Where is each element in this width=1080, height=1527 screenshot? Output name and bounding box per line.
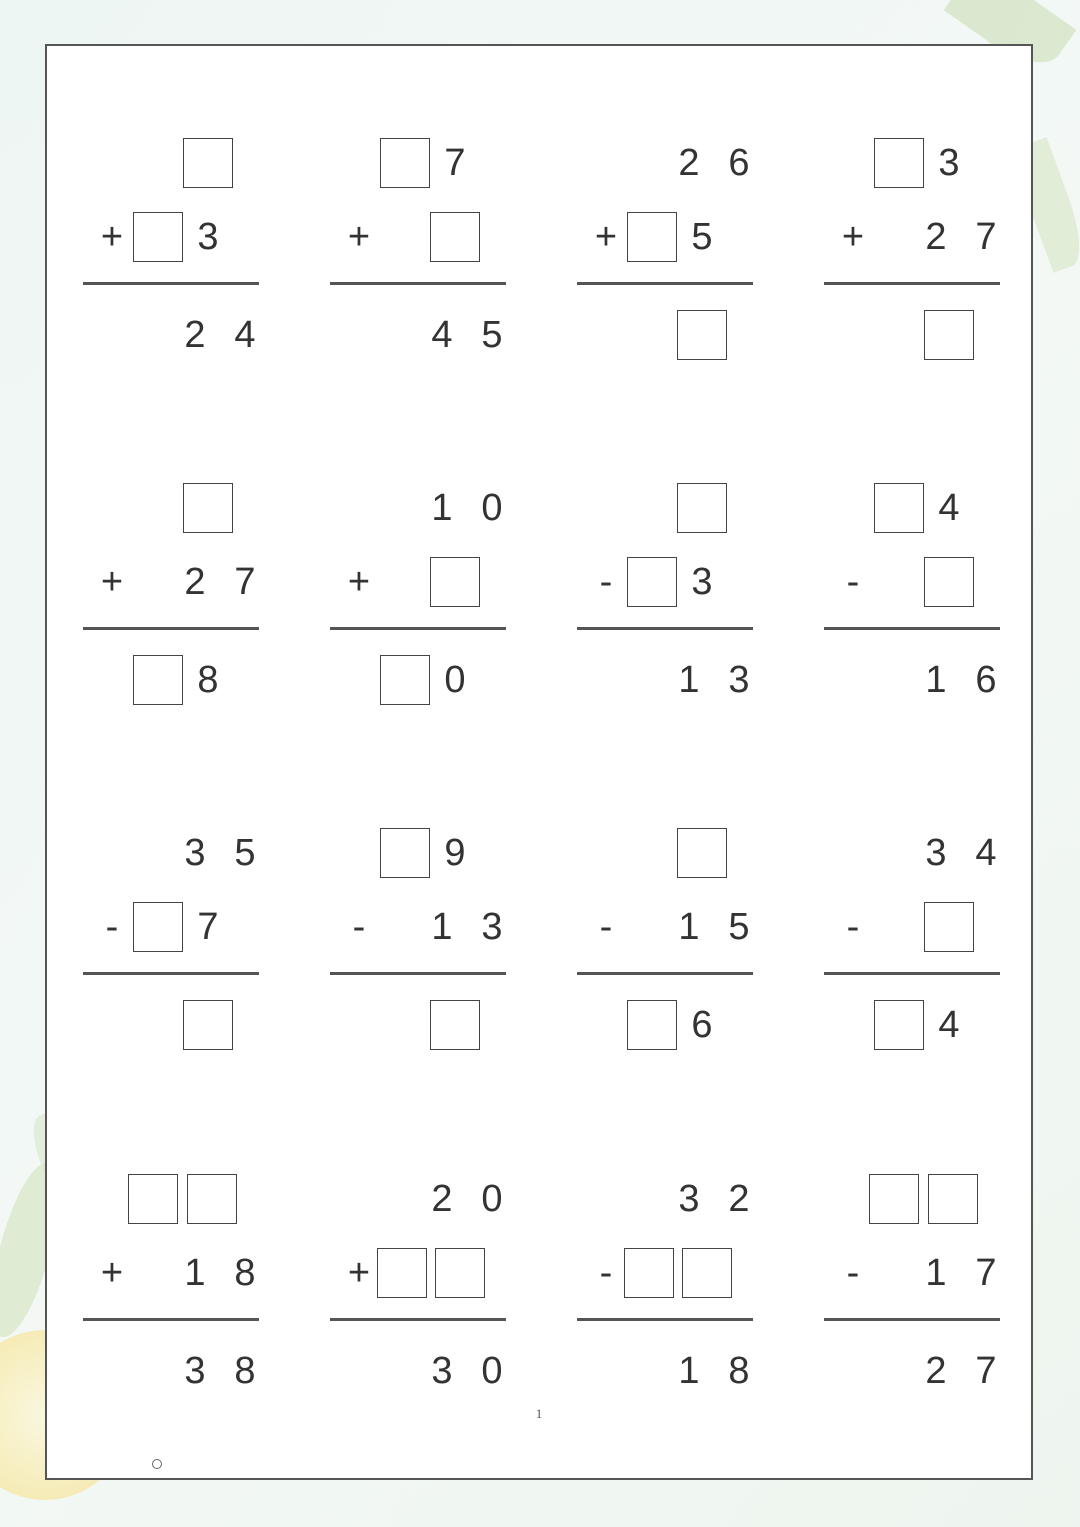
answer-box[interactable]: [435, 1248, 485, 1298]
result-number: [83, 310, 259, 360]
digit: 3: [184, 1350, 206, 1392]
digit: 0: [481, 1178, 503, 1220]
digit: 7: [975, 1252, 997, 1294]
answer-line: [330, 282, 506, 285]
plus-sign: +: [841, 216, 865, 258]
bottom-number: [330, 212, 506, 262]
answer-box[interactable]: [183, 138, 233, 188]
answer-line: [330, 972, 506, 975]
digit: 6: [728, 142, 750, 184]
answer-line: [824, 1318, 1000, 1321]
digit: 4: [938, 1004, 960, 1046]
plus-sign: +: [347, 561, 371, 603]
digit: 8: [234, 1350, 256, 1392]
digit: 1: [431, 906, 453, 948]
minus-sign: -: [599, 1252, 613, 1294]
result-number: [824, 1000, 1000, 1050]
bottom-number: [83, 212, 259, 262]
result-number: [330, 1346, 506, 1396]
answer-box[interactable]: [430, 557, 480, 607]
result-number: [83, 1346, 259, 1396]
plus-sign: +: [594, 216, 618, 258]
digit: 7: [444, 142, 466, 184]
answer-box[interactable]: [133, 212, 183, 262]
answer-line: [330, 1318, 506, 1321]
answer-line: [577, 282, 753, 285]
bottom-number: [577, 902, 753, 952]
top-number: [577, 828, 753, 878]
arithmetic-problem: [577, 138, 753, 398]
result-number: [577, 310, 753, 360]
answer-box[interactable]: [133, 655, 183, 705]
answer-box[interactable]: [380, 655, 430, 705]
answer-box[interactable]: [183, 483, 233, 533]
bottom-number: [83, 557, 259, 607]
digit: 1: [925, 1252, 947, 1294]
digit: 1: [678, 1350, 700, 1392]
bottom-number: [824, 212, 1000, 262]
digit: 5: [691, 216, 713, 258]
bottom-number: [83, 902, 259, 952]
plus-sign: +: [347, 216, 371, 258]
answer-line: [330, 627, 506, 630]
answer-line: [83, 1318, 259, 1321]
bottom-number: [577, 212, 753, 262]
answer-box[interactable]: [874, 483, 924, 533]
answer-line: [83, 972, 259, 975]
answer-box[interactable]: [627, 1000, 677, 1050]
bottom-number: [83, 1248, 259, 1298]
top-number: [577, 483, 753, 533]
digit: 8: [234, 1252, 256, 1294]
result-number: [83, 655, 259, 705]
digit: 5: [728, 906, 750, 948]
result-number: [577, 655, 753, 705]
arithmetic-problem: [824, 483, 1000, 743]
answer-box[interactable]: [924, 557, 974, 607]
answer-box[interactable]: [133, 902, 183, 952]
arithmetic-problem: [83, 1174, 259, 1434]
answer-box[interactable]: [924, 902, 974, 952]
digit: 6: [975, 659, 997, 701]
answer-box[interactable]: [627, 212, 677, 262]
digit: 0: [481, 1350, 503, 1392]
top-number: [577, 138, 753, 188]
digit: 4: [431, 314, 453, 356]
worksheet-page: [45, 44, 1033, 1480]
digit: 8: [728, 1350, 750, 1392]
digit: 2: [184, 314, 206, 356]
minus-sign: -: [352, 906, 366, 948]
top-number: [330, 1174, 506, 1224]
answer-line: [83, 627, 259, 630]
result-number: [330, 310, 506, 360]
minus-sign: -: [846, 561, 860, 603]
answer-box[interactable]: [183, 1000, 233, 1050]
answer-box[interactable]: [677, 310, 727, 360]
answer-box[interactable]: [682, 1248, 732, 1298]
digit: 6: [691, 1004, 713, 1046]
answer-line: [824, 282, 1000, 285]
digit: 2: [728, 1178, 750, 1220]
digit: 4: [938, 487, 960, 529]
answer-box[interactable]: [128, 1174, 178, 1224]
digit: 3: [184, 832, 206, 874]
answer-box[interactable]: [430, 1000, 480, 1050]
digit: 1: [678, 659, 700, 701]
result-number: [577, 1346, 753, 1396]
digit: 1: [925, 659, 947, 701]
digit: 3: [481, 906, 503, 948]
minus-sign: -: [846, 1252, 860, 1294]
bottom-number: [824, 902, 1000, 952]
answer-box[interactable]: [874, 1000, 924, 1050]
answer-line: [577, 627, 753, 630]
answer-line: [824, 627, 1000, 630]
top-number: [824, 828, 1000, 878]
minus-sign: -: [599, 561, 613, 603]
plus-sign: +: [100, 216, 124, 258]
top-number: [824, 1174, 1000, 1224]
top-number: [83, 138, 259, 188]
bottom-number: [330, 557, 506, 607]
top-number: [83, 483, 259, 533]
arithmetic-problem: [577, 1174, 753, 1434]
arithmetic-problem: [824, 828, 1000, 1088]
answer-box[interactable]: [624, 1248, 674, 1298]
bottom-number: [577, 557, 753, 607]
answer-box[interactable]: [677, 828, 727, 878]
digit: 3: [925, 832, 947, 874]
bottom-number: [577, 1248, 753, 1298]
top-number: [824, 483, 1000, 533]
result-number: [330, 655, 506, 705]
digit: 4: [234, 314, 256, 356]
digit: 2: [678, 142, 700, 184]
digit: 1: [678, 906, 700, 948]
digit: 7: [975, 216, 997, 258]
result-number: [824, 1346, 1000, 1396]
bottom-number: [330, 902, 506, 952]
answer-box[interactable]: [869, 1174, 919, 1224]
top-number: [330, 828, 506, 878]
minus-sign: -: [105, 906, 119, 948]
digit: 2: [925, 1350, 947, 1392]
minus-sign: -: [846, 906, 860, 948]
digit: 7: [975, 1350, 997, 1392]
top-number: [824, 138, 1000, 188]
answer-box[interactable]: [187, 1174, 237, 1224]
digit: 8: [197, 659, 219, 701]
digit: 3: [197, 216, 219, 258]
bottom-number: [824, 557, 1000, 607]
digit: 1: [184, 1252, 206, 1294]
answer-box[interactable]: [627, 557, 677, 607]
plus-sign: +: [100, 561, 124, 603]
digit: 5: [234, 832, 256, 874]
bottom-number: [330, 1248, 506, 1298]
answer-line: [577, 1318, 753, 1321]
top-number: [330, 138, 506, 188]
digit: 3: [691, 561, 713, 603]
answer-box[interactable]: [677, 483, 727, 533]
arithmetic-problem: [824, 138, 1000, 398]
digit: 2: [925, 216, 947, 258]
result-number: [83, 1000, 259, 1050]
arithmetic-problem: [83, 483, 259, 743]
arithmetic-problem: [577, 828, 753, 1088]
answer-box[interactable]: [380, 828, 430, 878]
arithmetic-problem: [83, 138, 259, 398]
answer-box[interactable]: [928, 1174, 978, 1224]
digit: 7: [234, 561, 256, 603]
digit: 2: [184, 561, 206, 603]
arithmetic-problem: [577, 483, 753, 743]
top-number: [330, 483, 506, 533]
arithmetic-problem: [824, 1174, 1000, 1434]
arithmetic-problem: [330, 1174, 506, 1434]
digit: 3: [938, 142, 960, 184]
top-number: [83, 1174, 259, 1224]
answer-box[interactable]: [874, 138, 924, 188]
digit: 9: [444, 832, 466, 874]
minus-sign: -: [599, 906, 613, 948]
arithmetic-problem: [330, 138, 506, 398]
result-number: [330, 1000, 506, 1050]
arithmetic-problem: [83, 828, 259, 1088]
plus-sign: +: [347, 1252, 371, 1294]
result-number: [824, 655, 1000, 705]
arithmetic-problem: [330, 483, 506, 743]
digit: 4: [975, 832, 997, 874]
top-number: [83, 828, 259, 878]
answer-box[interactable]: [380, 138, 430, 188]
result-number: [577, 1000, 753, 1050]
answer-box[interactable]: [924, 310, 974, 360]
answer-box[interactable]: [430, 212, 480, 262]
top-number: [577, 1174, 753, 1224]
result-number: [824, 310, 1000, 360]
digit: 0: [444, 659, 466, 701]
digit: 5: [481, 314, 503, 356]
page-number: 1: [535, 1406, 543, 1421]
answer-box[interactable]: [377, 1248, 427, 1298]
digit: 2: [431, 1178, 453, 1220]
digit: 3: [678, 1178, 700, 1220]
digit: 3: [728, 659, 750, 701]
digit: 7: [197, 906, 219, 948]
plus-sign: +: [100, 1252, 124, 1294]
answer-line: [83, 282, 259, 285]
bottom-number: [824, 1248, 1000, 1298]
digit: 0: [481, 487, 503, 529]
answer-line: [824, 972, 1000, 975]
arithmetic-problem: [330, 828, 506, 1088]
answer-line: [577, 972, 753, 975]
digit: 1: [431, 487, 453, 529]
small-circle-mark: [152, 1459, 162, 1469]
digit: 3: [431, 1350, 453, 1392]
